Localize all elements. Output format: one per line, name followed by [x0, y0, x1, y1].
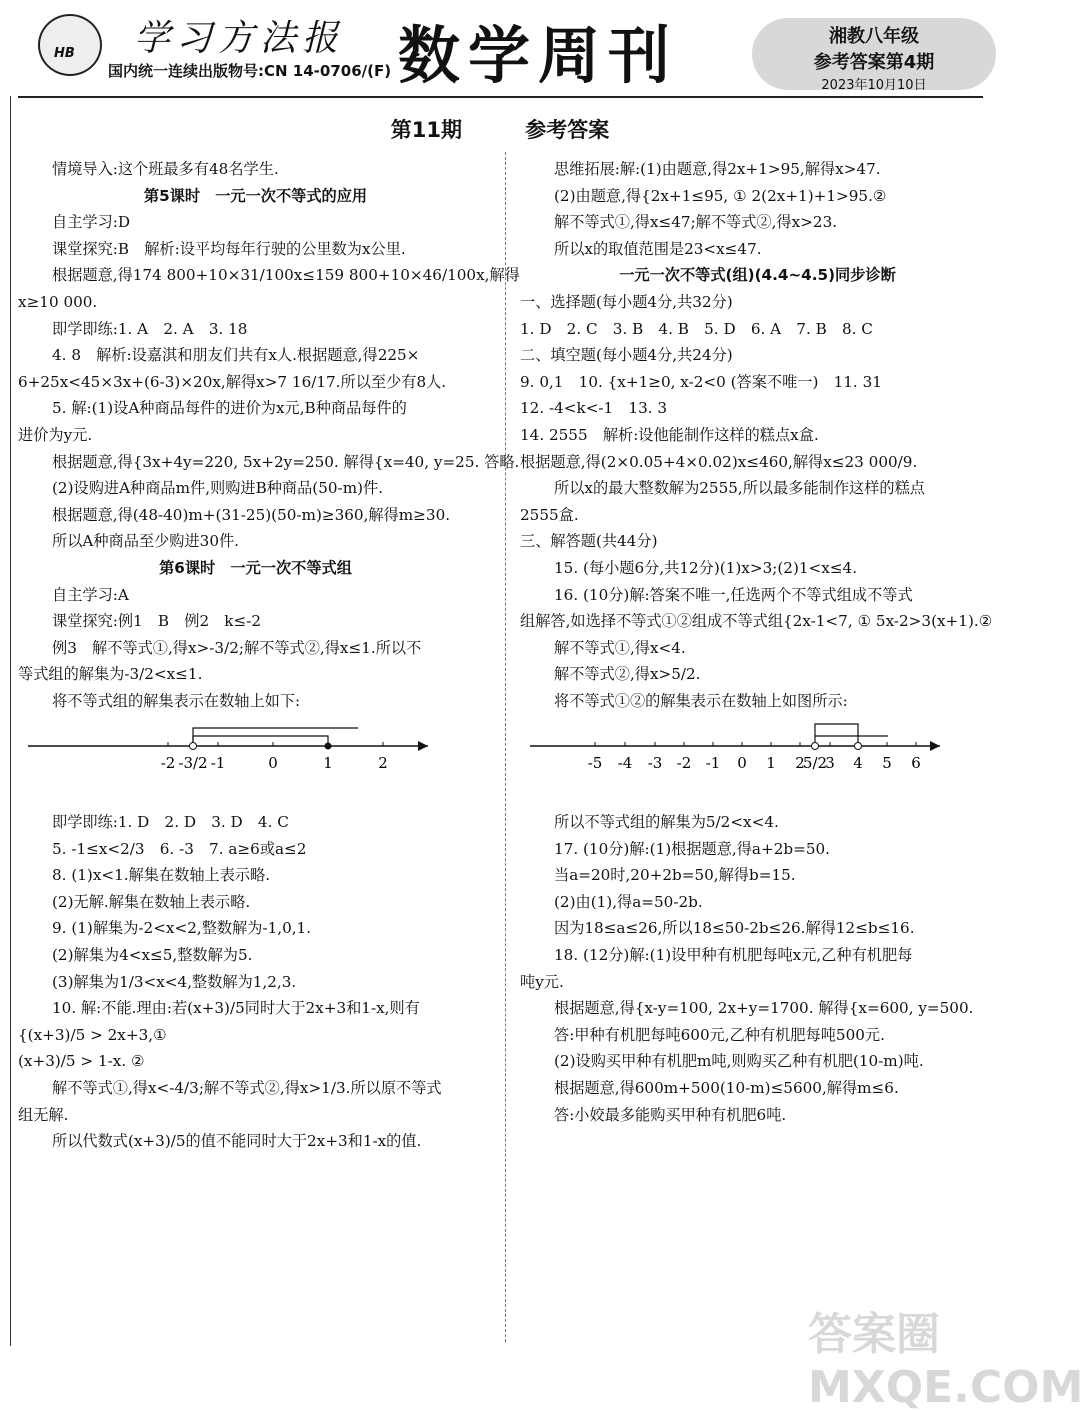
answer-line: 答:甲种有机肥每吨600元,乙种有机肥每吨500元. — [554, 1025, 885, 1044]
answer-line: 答:小姣最多能购买甲种有机肥6吨. — [554, 1105, 787, 1124]
answer-line: 18. (12分)解:(1)设甲种有机肥每吨x元,乙种有机肥每 — [554, 946, 913, 965]
answer-line: 课堂探究:B 解析:设平均每年行驶的公里数为x公里. — [52, 239, 406, 258]
answer-line: (2)设购买甲种有机肥m吨,则购买乙种有机肥(10-m)吨. — [554, 1052, 924, 1071]
tick-label: 1 — [766, 754, 776, 773]
tick-label: 0 — [737, 754, 747, 773]
answer-line: 即学即练:1. D 2. D 3. D 4. C — [52, 813, 289, 832]
answer-line: 16. (10分)解:答案不唯一,任选两个不等式组成不等式 — [554, 585, 913, 604]
answer-line: 5. -1≤x<2/3 6. -3 7. a≥6或a≤2 — [52, 839, 307, 858]
tick-label: 2 — [795, 754, 805, 773]
brand-name: 学习方法报 — [134, 18, 345, 59]
tick-label: -3 — [647, 754, 663, 773]
answer-line: 所以x的最大整数解为2555,所以最多能制作这样的糕点 — [554, 479, 925, 498]
answer-line: 解不等式①,得x<4. — [554, 638, 686, 657]
answer-line: (x+3)/5 > 1-x. ② — [18, 1052, 145, 1071]
answer-line: 所以不等式组的解集为5/2<x<4. — [554, 813, 779, 832]
answer-line: 思维拓展:解:(1)由题意,得2x+1>95,解得x>47. — [554, 160, 881, 178]
tick-label: -2 — [160, 754, 176, 773]
tick-label: -1 — [210, 754, 226, 773]
answer-line: 14. 2555 解析:设他能制作这样的糕点x盒. — [520, 425, 819, 444]
answer-line: 即学即练:1. A 2. A 3. 18 — [52, 319, 248, 338]
answer-line: 吨y元. — [520, 972, 564, 991]
answer-line: 二、填空题(每小题4分,共24分) — [520, 346, 733, 365]
answers-heading: 参考答案 — [525, 118, 610, 142]
answer-line: 10. 解:不能.理由:若(x+3)/5同时大于2x+3和1-x,则有 — [52, 999, 420, 1018]
answer-line: 所以A种商品至少购进30件. — [52, 532, 239, 551]
answer-line: 9. 0,1 10. {x+1≥0, x-2<0 (答案不唯一) 11. 31 — [520, 372, 882, 391]
answer-line: 8. (1)x<1.解集在数轴上表示略. — [52, 866, 271, 885]
tick-label: 0 — [268, 754, 278, 773]
answer-line: 根据题意,得600m+500(10-m)≤5600,解得m≤6. — [554, 1079, 899, 1097]
answer-line: 一、选择题(每小题4分,共32分) — [520, 292, 733, 311]
answer-line: 第5课时 一元一次不等式的应用 — [143, 186, 368, 205]
answer-line: 情境导入:这个班最多有48名学生. — [52, 160, 279, 178]
tick-label: -2 — [676, 754, 692, 773]
answer-line: (2)由(1),得a=50-2b. — [554, 892, 703, 911]
answer-line: 根据题意,得{3x+4y=220, 5x+2y=250. 解得{x=40, y=25. 答略. — [52, 452, 520, 471]
answer-line: 6+25x<45×3x+(6-3)×20x,解得x>7 16/17.所以至少有8人. — [18, 372, 447, 391]
answer-line: 自主学习:A — [52, 585, 129, 604]
issue-badge — [752, 18, 996, 93]
answer-line: 1. D 2. C 3. B 4. B 5. D 6. A 7. B 8. C — [520, 319, 873, 338]
answer-line: 根据题意,得(48-40)m+(31-25)(50-m)≥360,解得m≥30. — [52, 505, 451, 524]
margin-rule — [10, 96, 11, 1346]
page-title — [0, 114, 1000, 144]
left-column — [18, 156, 520, 1155]
answer-line: 5. 解:(1)设A种商品每件的进价为x元,B种商品每件的 — [52, 399, 407, 418]
tick-label: -1 — [705, 754, 721, 773]
answer-line: 根据题意,得174 800+10×31/100x≤159 800+10×46/100x,解得 — [52, 266, 520, 285]
answer-line: 一元一次不等式(组)(4.4~4.5)同步诊断 — [619, 266, 896, 285]
answer-line: 进价为y元. — [18, 425, 93, 444]
issue-number: 第11期 — [390, 118, 462, 142]
answer-line: 所以x的取值范围是23<x≤47. — [554, 239, 762, 258]
watermark: 答案圈 MXQE.COM — [808, 1309, 1083, 1413]
logo-text: HB — [54, 46, 75, 61]
tick-label: 2 — [378, 754, 388, 773]
answer-line: 第6课时 一元一次不等式组 — [159, 558, 352, 577]
answer-line: 解不等式②,得x>5/2. — [554, 665, 701, 684]
answer-line: 当a=20时,20+2b=50,解得b=15. — [554, 866, 796, 885]
publication-title: 数学周刊 — [398, 19, 679, 92]
answer-line: 解不等式①,得x<-4/3;解不等式②,得x>1/3.所以原不等式 — [52, 1079, 442, 1097]
answer-line: 因为18≤a≤26,所以18≤50-2b≤26.解得12≤b≤16. — [554, 919, 915, 938]
answer-line: 根据题意,得{x-y=100, 2x+y=1700. 解得{x=600, y=500. — [554, 999, 974, 1018]
answer-line: x≥10 000. — [18, 292, 98, 311]
answer-line: 17. (10分)解:(1)根据题意,得a+2b=50. — [554, 839, 830, 858]
tick-label: 1 — [323, 754, 333, 773]
newspaper-logo — [38, 14, 102, 76]
answer-line: 组解答,如选择不等式①②组成不等式组{2x-1<7, ① 5x-2>3(x+1).② — [520, 612, 993, 631]
answer-line: 15. (每小题6分,共12分)(1)x>3;(2)1<x≤4. — [554, 558, 858, 577]
number-line-2 — [520, 716, 995, 805]
right-column — [520, 156, 995, 1128]
answer-line: 例3 解不等式①,得x>-3/2;解不等式②,得x≤1.所以不 — [52, 638, 422, 657]
tick-label: 4 — [853, 754, 863, 773]
answer-line: (3)解集为1/3<x<4,整数解为1,2,3. — [52, 972, 297, 991]
tick-label: 5/2 — [802, 754, 828, 773]
badge-issue: 参考答案第4期 — [813, 52, 935, 73]
tick-label: 5 — [882, 754, 892, 773]
badge-grade: 湘教八年级 — [829, 26, 919, 47]
answer-line: 12. -4<k<-1 13. 3 — [520, 399, 668, 418]
header-rule — [18, 96, 983, 98]
answer-line: 4. 8 解析:设嘉淇和朋友们共有x人.根据题意,得225× — [52, 346, 420, 365]
answer-line: 将不等式①②的解集表示在数轴上如图所示: — [554, 691, 848, 710]
answer-line: 将不等式组的解集表示在数轴上如下: — [52, 691, 301, 710]
numline2 — [520, 716, 950, 796]
answer-line: {(x+3)/5 > 2x+3,① — [18, 1025, 167, 1044]
answer-line: (2)解集为4<x≤5,整数解为5. — [52, 946, 253, 965]
numline1 — [18, 716, 438, 796]
answer-line: 课堂探究:例1 B 例2 k≤-2 — [52, 612, 262, 631]
answer-line: 等式组的解集为-3/2<x≤1. — [18, 665, 203, 684]
badge-date: 2023年10月10日 — [821, 78, 927, 93]
answer-line: 9. (1)解集为-2<x<2,整数解为-1,0,1. — [52, 919, 312, 938]
answer-line: 解不等式①,得x≤47;解不等式②,得x>23. — [554, 213, 838, 232]
masthead — [0, 0, 1000, 95]
answer-line: 2555盒. — [520, 505, 579, 524]
column-divider — [505, 152, 506, 1342]
answer-line: 三、解答题(共44分) — [520, 532, 658, 551]
tick-label: 3 — [825, 754, 835, 773]
number-line-1 — [18, 716, 493, 805]
tick-label: -4 — [617, 754, 633, 773]
tick-label: -5 — [587, 754, 603, 773]
issn-number: 国内统一连续出版物号:CN 14-0706/(F) — [108, 62, 392, 80]
tick-label: -3/2 — [178, 754, 208, 773]
answer-line: (2)设购进A种商品m件,则购进B种商品(50-m)件. — [52, 479, 384, 498]
answer-line: 根据题意,得(2×0.05+4×0.02)x≤460,解得x≤23 000/9. — [520, 452, 918, 471]
answer-line: (2)由题意,得{2x+1≤95, ① 2(2x+1)+1>95.② — [554, 186, 887, 205]
answer-line: (2)无解.解集在数轴上表示略. — [52, 892, 251, 911]
answer-line: 组无解. — [18, 1105, 69, 1124]
answer-line: 自主学习:D — [52, 213, 131, 232]
answer-line: 所以代数式(x+3)/5的值不能同时大于2x+3和1-x的值. — [52, 1132, 422, 1151]
tick-label: 6 — [911, 754, 921, 773]
